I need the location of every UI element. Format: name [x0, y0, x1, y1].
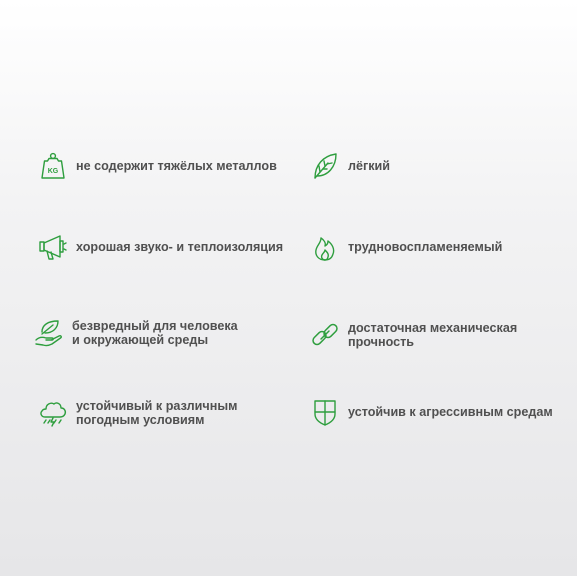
hand-leaf-icon: [34, 318, 64, 348]
feature-label: достаточная механическая прочность: [348, 320, 518, 349]
feature-label: устойчивый к различным погодным условиям: [76, 398, 238, 427]
megaphone-icon: [38, 232, 68, 262]
chain-link-icon: [310, 320, 340, 350]
leaf-icon: [310, 151, 340, 181]
feature-aggressive-media-resistant: [310, 397, 553, 427]
weight-kg-icon: [38, 151, 68, 181]
flame-icon: [310, 232, 340, 262]
feature-harmless: [34, 318, 238, 348]
feature-weather-resistant: [38, 398, 237, 428]
feature-lightweight: [310, 151, 390, 181]
feature-no-heavy-metals: [38, 151, 277, 181]
feature-mechanical-strength: [310, 320, 517, 350]
shield-icon: [310, 397, 340, 427]
feature-label: безвредный для человека и окружающей среды: [72, 318, 238, 347]
feature-sound-heat-insulation: [38, 232, 283, 262]
feature-label: хорошая звуко- и теплоизоляция: [76, 239, 284, 254]
feature-flame-retardant: [310, 232, 502, 262]
svg-text:KG: KG: [47, 168, 59, 175]
feature-label: трудновоспламеняемый: [348, 239, 503, 254]
feature-label: устойчив к агрессивным средам: [348, 404, 553, 419]
feature-label: лёгкий: [348, 158, 391, 173]
feature-label: не содержит тяжёлых металлов: [76, 158, 277, 173]
rain-cloud-icon: [38, 398, 68, 428]
